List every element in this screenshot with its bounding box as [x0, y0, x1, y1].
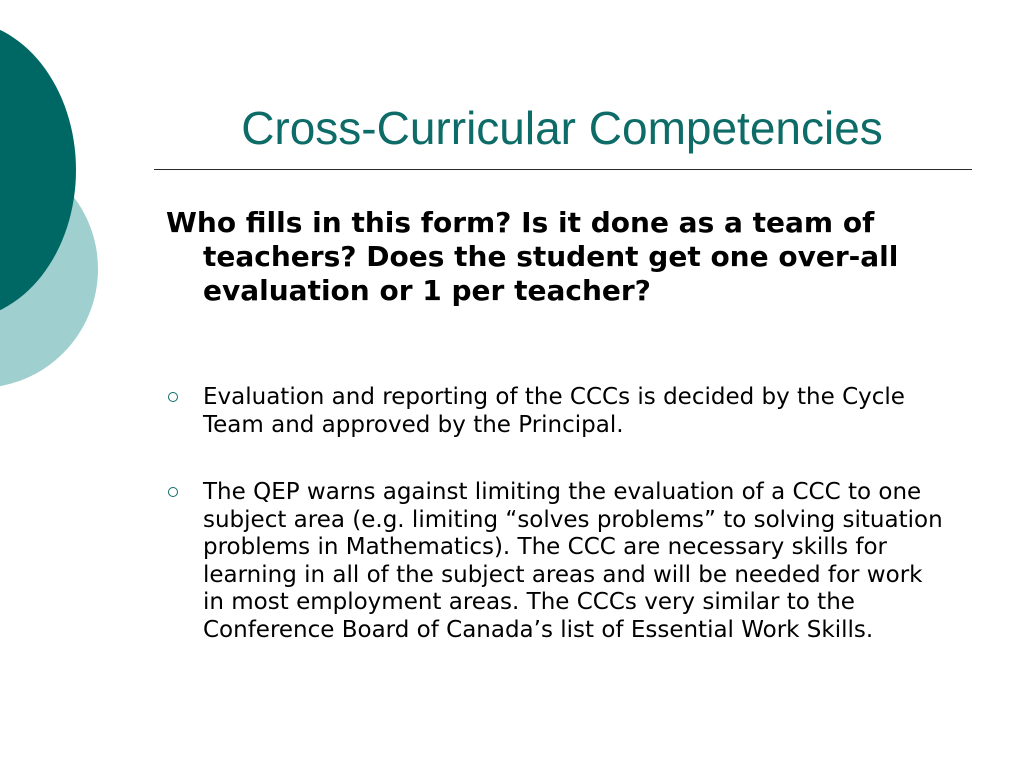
hollow-circle-bullet-icon: [168, 392, 178, 402]
bullet-text: The QEP warns against limiting the evaluation of a CCC to one subject area (e.g. limiting “solves problems” to solving situation problems in Mathematics). The CCC are necessary skills for learning in all of the subject areas and will be needed for work in most employment areas. The CCCs very similar to the Conference Board of Canada’s list of Essential Work Skills.: [203, 479, 943, 643]
title-divider: [154, 169, 972, 170]
question-heading: Who fills in this form? Is it done as a team of teachers? Does the student get one over-all evaluation or 1 per teacher?: [166, 206, 899, 307]
bullet-text: Evaluation and reporting of the CCCs is decided by the Cycle Team and approved by the Principal.: [203, 384, 905, 438]
bullet-list: [166, 384, 946, 684]
bullet-item: [166, 479, 946, 644]
slide-title: Cross-Curricular Competencies: [241, 102, 883, 154]
hollow-circle-bullet-icon: [168, 487, 178, 497]
bullet-item: [166, 384, 946, 439]
